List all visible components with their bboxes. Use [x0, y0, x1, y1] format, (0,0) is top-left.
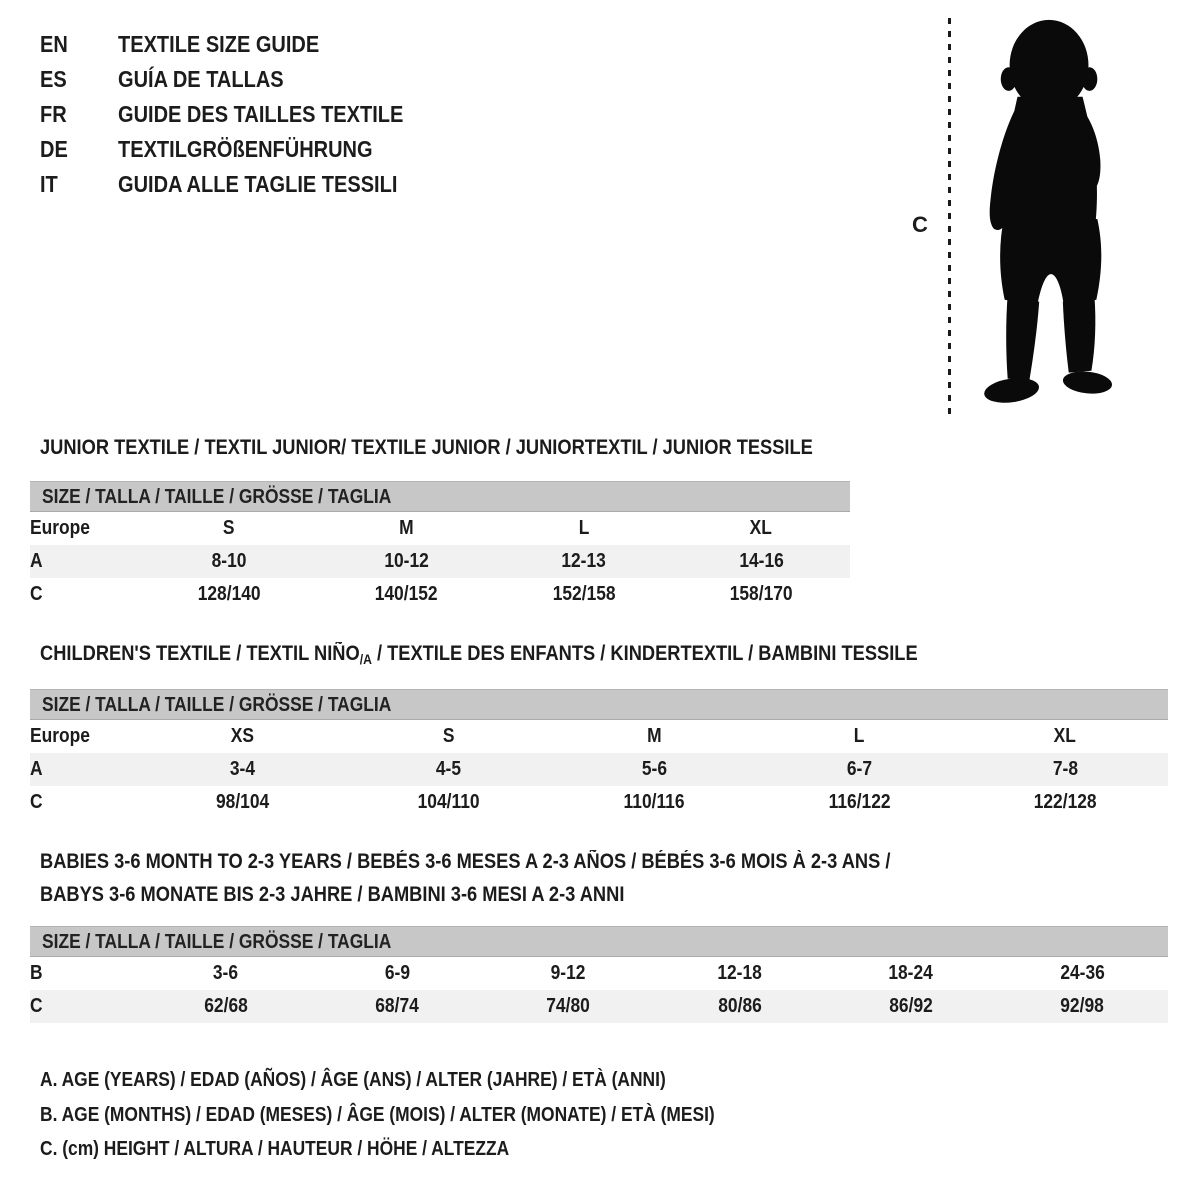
language-code: FR — [40, 101, 67, 127]
row-label: A — [30, 758, 43, 780]
size-cell: 80/86 — [717, 995, 762, 1017]
table-row — [30, 545, 850, 578]
toddler-silhouette — [963, 14, 1141, 418]
size-cell: 3-4 — [230, 758, 256, 780]
babies-size-table — [30, 957, 1168, 1023]
language-row-fr — [40, 97, 446, 132]
size-cell: 6-7 — [847, 758, 873, 780]
size-cell: XL — [1054, 725, 1077, 747]
language-row-es — [40, 62, 446, 97]
table-row — [30, 753, 1168, 786]
size-cell: 92/98 — [1060, 995, 1105, 1017]
height-measure-label: C — [912, 212, 928, 237]
junior-size-table — [30, 512, 850, 611]
size-cell: 98/104 — [216, 791, 270, 813]
junior-section-title: JUNIOR TEXTILE / TEXTIL JUNIOR/ TEXTILE JUNIOR / JUNIORTEXTIL / JUNIOR TESSILE — [40, 436, 813, 459]
row-label: A — [30, 550, 43, 572]
size-cell: 14-16 — [738, 550, 784, 572]
size-cell: S — [222, 517, 235, 539]
row-label: C — [30, 791, 43, 813]
size-cell: S — [442, 725, 455, 747]
size-cell: 24-36 — [1060, 962, 1105, 984]
table-row — [30, 957, 1168, 990]
children-section-title: CHILDREN'S TEXTILE / TEXTIL NIÑO/A / TEXTILE DES ENFANTS / KINDERTEXTIL / BAMBINI TESSILE — [40, 642, 1049, 667]
legend-line-b: B. AGE (MONTHS) / EDAD (MESES) / ÂGE (MOIS) / ALTER (MONATE) / ETÀ (MESI) — [40, 1104, 715, 1126]
legend-line-c: C. (cm) HEIGHT / ALTURA / HAUTEUR / HÖHE / ALTEZZA — [40, 1138, 510, 1160]
legend-line-a: A. AGE (YEARS) / EDAD (AÑOS) / ÂGE (ANS) / ALTER (JAHRE) / ETÀ (ANNI) — [40, 1069, 666, 1091]
size-cell: 9-12 — [550, 962, 586, 984]
language-title: TEXTILGRÖßENFÜHRUNG — [118, 136, 373, 162]
size-cell: 110/116 — [623, 791, 685, 813]
children-size-table — [30, 720, 1168, 819]
size-cell: 10-12 — [383, 550, 429, 572]
language-title: GUIDE DES TAILLES TEXTILE — [118, 101, 404, 127]
size-cell: 18-24 — [888, 962, 934, 984]
size-cell: 4-5 — [435, 758, 461, 780]
size-cell: 68/74 — [375, 995, 419, 1017]
language-code: DE — [40, 136, 68, 162]
size-cell: 152/158 — [552, 583, 616, 605]
size-cell: 12-13 — [561, 550, 607, 572]
size-cell: 7-8 — [1052, 758, 1078, 780]
size-cell: 122/128 — [1033, 791, 1097, 813]
size-cell: 8-10 — [211, 550, 247, 572]
table-row — [30, 990, 1168, 1023]
row-label: C — [30, 583, 43, 605]
size-cell: L — [854, 725, 865, 747]
size-cell: L — [578, 517, 590, 539]
size-cell: M — [646, 725, 662, 747]
language-code: IT — [40, 171, 58, 197]
children-size-header-band: SIZE / TALLA / TAILLE / GRÖSSE / TAGLIA — [30, 689, 1168, 720]
language-title: TEXTILE SIZE GUIDE — [118, 31, 320, 57]
language-row-it — [40, 167, 446, 202]
size-cell: 74/80 — [546, 995, 591, 1017]
size-cell: 140/152 — [374, 583, 438, 605]
size-cell: 104/110 — [417, 791, 480, 813]
language-code: EN — [40, 31, 68, 57]
size-cell: XS — [231, 725, 255, 747]
size-cell: M — [398, 517, 414, 539]
language-code: ES — [40, 66, 67, 92]
size-cell: 6-9 — [384, 962, 410, 984]
size-cell: 86/92 — [889, 995, 933, 1017]
height-dashed-line — [948, 18, 951, 415]
table-row — [30, 786, 1168, 819]
size-cell: 116/122 — [828, 791, 891, 813]
babies-section-title-line2: BABYS 3-6 MONATE BIS 2-3 JAHRE / BAMBINI 3-6 MESI A 2-3 ANNI — [40, 883, 625, 906]
table-row — [30, 512, 850, 545]
babies-size-header-band: SIZE / TALLA / TAILLE / GRÖSSE / TAGLIA — [30, 926, 1168, 957]
language-title: GUÍA DE TALLAS — [118, 66, 284, 92]
table-row — [30, 578, 850, 611]
table-row — [30, 720, 1168, 753]
junior-size-header-band: SIZE / TALLA / TAILLE / GRÖSSE / TAGLIA — [30, 481, 850, 512]
row-label: B — [30, 962, 43, 984]
size-cell: 128/140 — [197, 583, 261, 605]
size-cell: 5-6 — [641, 758, 667, 780]
nino-a-subscript: /A — [359, 651, 372, 667]
language-title: GUIDA ALLE TAGLIE TESSILI — [118, 171, 398, 197]
language-header — [40, 27, 446, 202]
row-label: Europe — [30, 517, 90, 539]
size-cell: XL — [750, 517, 773, 539]
language-row-en — [40, 27, 446, 62]
size-cell: 158/170 — [729, 583, 793, 605]
size-cell: 12-18 — [717, 962, 762, 984]
row-label: C — [30, 995, 43, 1017]
size-cell: 62/68 — [203, 995, 248, 1017]
size-cell: 3-6 — [213, 962, 239, 984]
language-row-de — [40, 132, 446, 167]
babies-section-title-line1: BABIES 3-6 MONTH TO 2-3 YEARS / BEBÉS 3-6 MESES A 2-3 AÑOS / BÉBÉS 3-6 MOIS À 2-3 ANS / — [40, 850, 891, 873]
row-label: Europe — [30, 725, 90, 747]
